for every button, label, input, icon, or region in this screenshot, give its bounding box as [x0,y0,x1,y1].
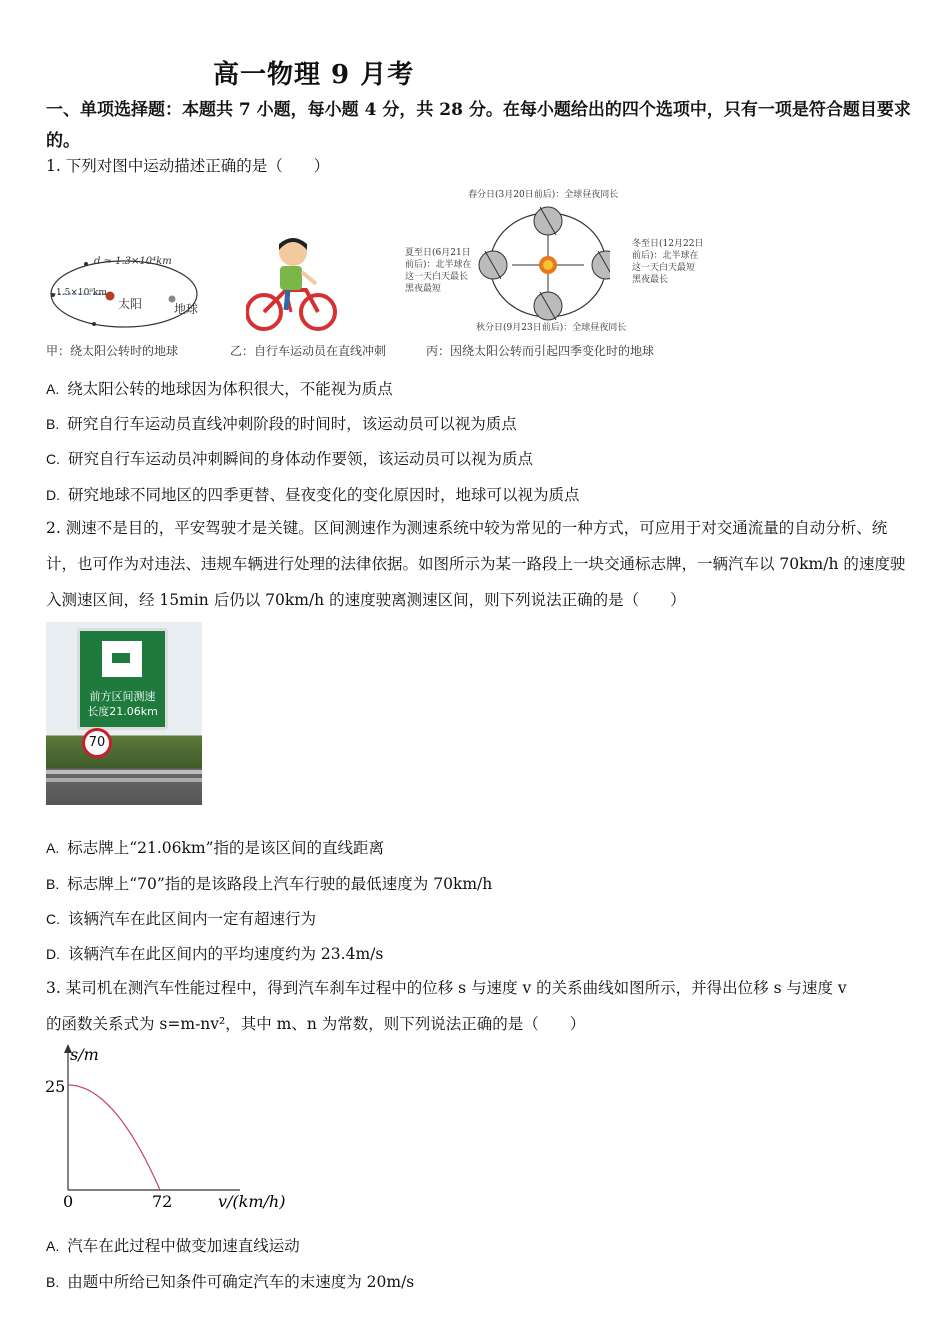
fig-bing-left: 夏至日(6月21日 前后)：北半球在 这一天白天最长 黑夜最短 [405,248,472,294]
q3-option-b[interactable]: B. 由题中所给已知条件可确定汽车的末速度为 20m/s [46,1273,415,1291]
fig-bing-bottom: 秋分日(9月23日前后)：全球昼夜同长 [476,323,627,333]
x-axis-label: v/(km/h) [218,1192,286,1211]
fig-yi-caption: 乙：自行车运动员在直线冲刺 [230,344,387,358]
fig-jia-sun-label: 太阳 [118,297,143,311]
question-1-stem: 1. 下列对图中运动描述正确的是（ ） [46,157,330,175]
origin-label: 0 [63,1192,74,1211]
camera-icon [100,639,144,679]
question-2-stem: 2. 测速不是目的，平安驾驶才是关键。区间测速作为测速系统中较为常见的一种方式，可应用于对交通流量的自动分析、统计，也可作为对违法、违规车辆进行处理的法律依据。如图所示为某一路段上一块交通标志牌，一辆汽车以 70km/h 的速度驶入测速区间，经 15min 后仍以 70km/h 的速度驶离测速区间，则下列说法正确的是（ ） [46,519,906,609]
fig-jia-r-label: 1.5×10⁸km [56,288,107,298]
s-v-curve [68,1085,160,1190]
fig-jia-earth-label: 地球 [174,302,199,316]
fig-jia-caption: 甲：绕太阳公转时的地球 [46,344,179,358]
q2-option-a[interactable]: A. 标志牌上“21.06km”指的是该区间的直线距离 [46,839,385,857]
q1-option-c[interactable]: C. 研究自行车运动员冲刺瞬间的身体动作要领，该运动员可以视为质点 [46,450,534,468]
q1-option-b[interactable]: B. 研究自行车运动员直线冲刺阶段的时间时，该运动员可以视为质点 [46,415,517,433]
question-3-stem-1: 3. 某司机在测汽车性能过程中，得到汽车刹车过程中的位移 s 与速度 v 的关系曲线如图所示，并得出位移 s 与速度 v [46,979,847,997]
fig-jia-d-label: d ≈ 1.3×10⁴km [94,256,172,267]
s-v-graph [40,1040,300,1215]
sign-line-2: 长度21.06km [87,705,158,718]
q3-option-a[interactable]: A. 汽车在此过程中做变加速直线运动 [46,1237,300,1255]
y-axis-label: s/m [70,1045,99,1064]
speed-limit-sign: 70 [82,728,112,758]
fig-bing-caption: 丙：因绕太阳公转而引起四季变化时的地球 [426,344,655,358]
q1-option-a[interactable]: A. 绕太阳公转的地球因为体积很大，不能视为质点 [46,380,393,398]
q1-option-d[interactable]: D. 研究地球不同地区的四季更替、昼夜变化的变化原因时，地球可以视为质点 [46,486,580,504]
traffic-sign-photo [46,622,202,805]
question-3-stem-2: 的函数关系式为 s=m-nv²，其中 m、n 为常数，则下列说法正确的是（ ） [46,1015,586,1033]
green-sign-board [77,628,168,730]
figure-bing-seasons [460,195,610,335]
sign-line-1: 前方区间测速 [89,690,156,703]
fig-bing-right: 冬至日(12月22日 前后)：北半球在 这一天白天最短 黑夜最长 [632,239,704,285]
fig-bing-top: 春分日(3月20日前后)：全球昼夜同长 [468,190,619,200]
y-tick-25: 25 [45,1077,66,1096]
q2-option-b[interactable]: B. 标志牌上“70”指的是该路段上汽车行驶的最低速度为 70km/h [46,875,493,893]
q2-option-c[interactable]: C. 该辆汽车在此区间内一定有超速行为 [46,910,317,928]
page-title: 高一物理 9 月考 [213,60,415,90]
x-tick-72: 72 [152,1192,173,1211]
q2-option-d[interactable]: D. 该辆汽车在此区间内的平均速度约为 23.4m/s [46,945,384,963]
figure-yi-cyclist [246,232,341,334]
section-heading: 一、单项选择题：本题共 7 小题，每小题 4 分，共 28 分。在每小题给出的四个选项中，只有一项是符合题目要求的。 [46,100,911,151]
